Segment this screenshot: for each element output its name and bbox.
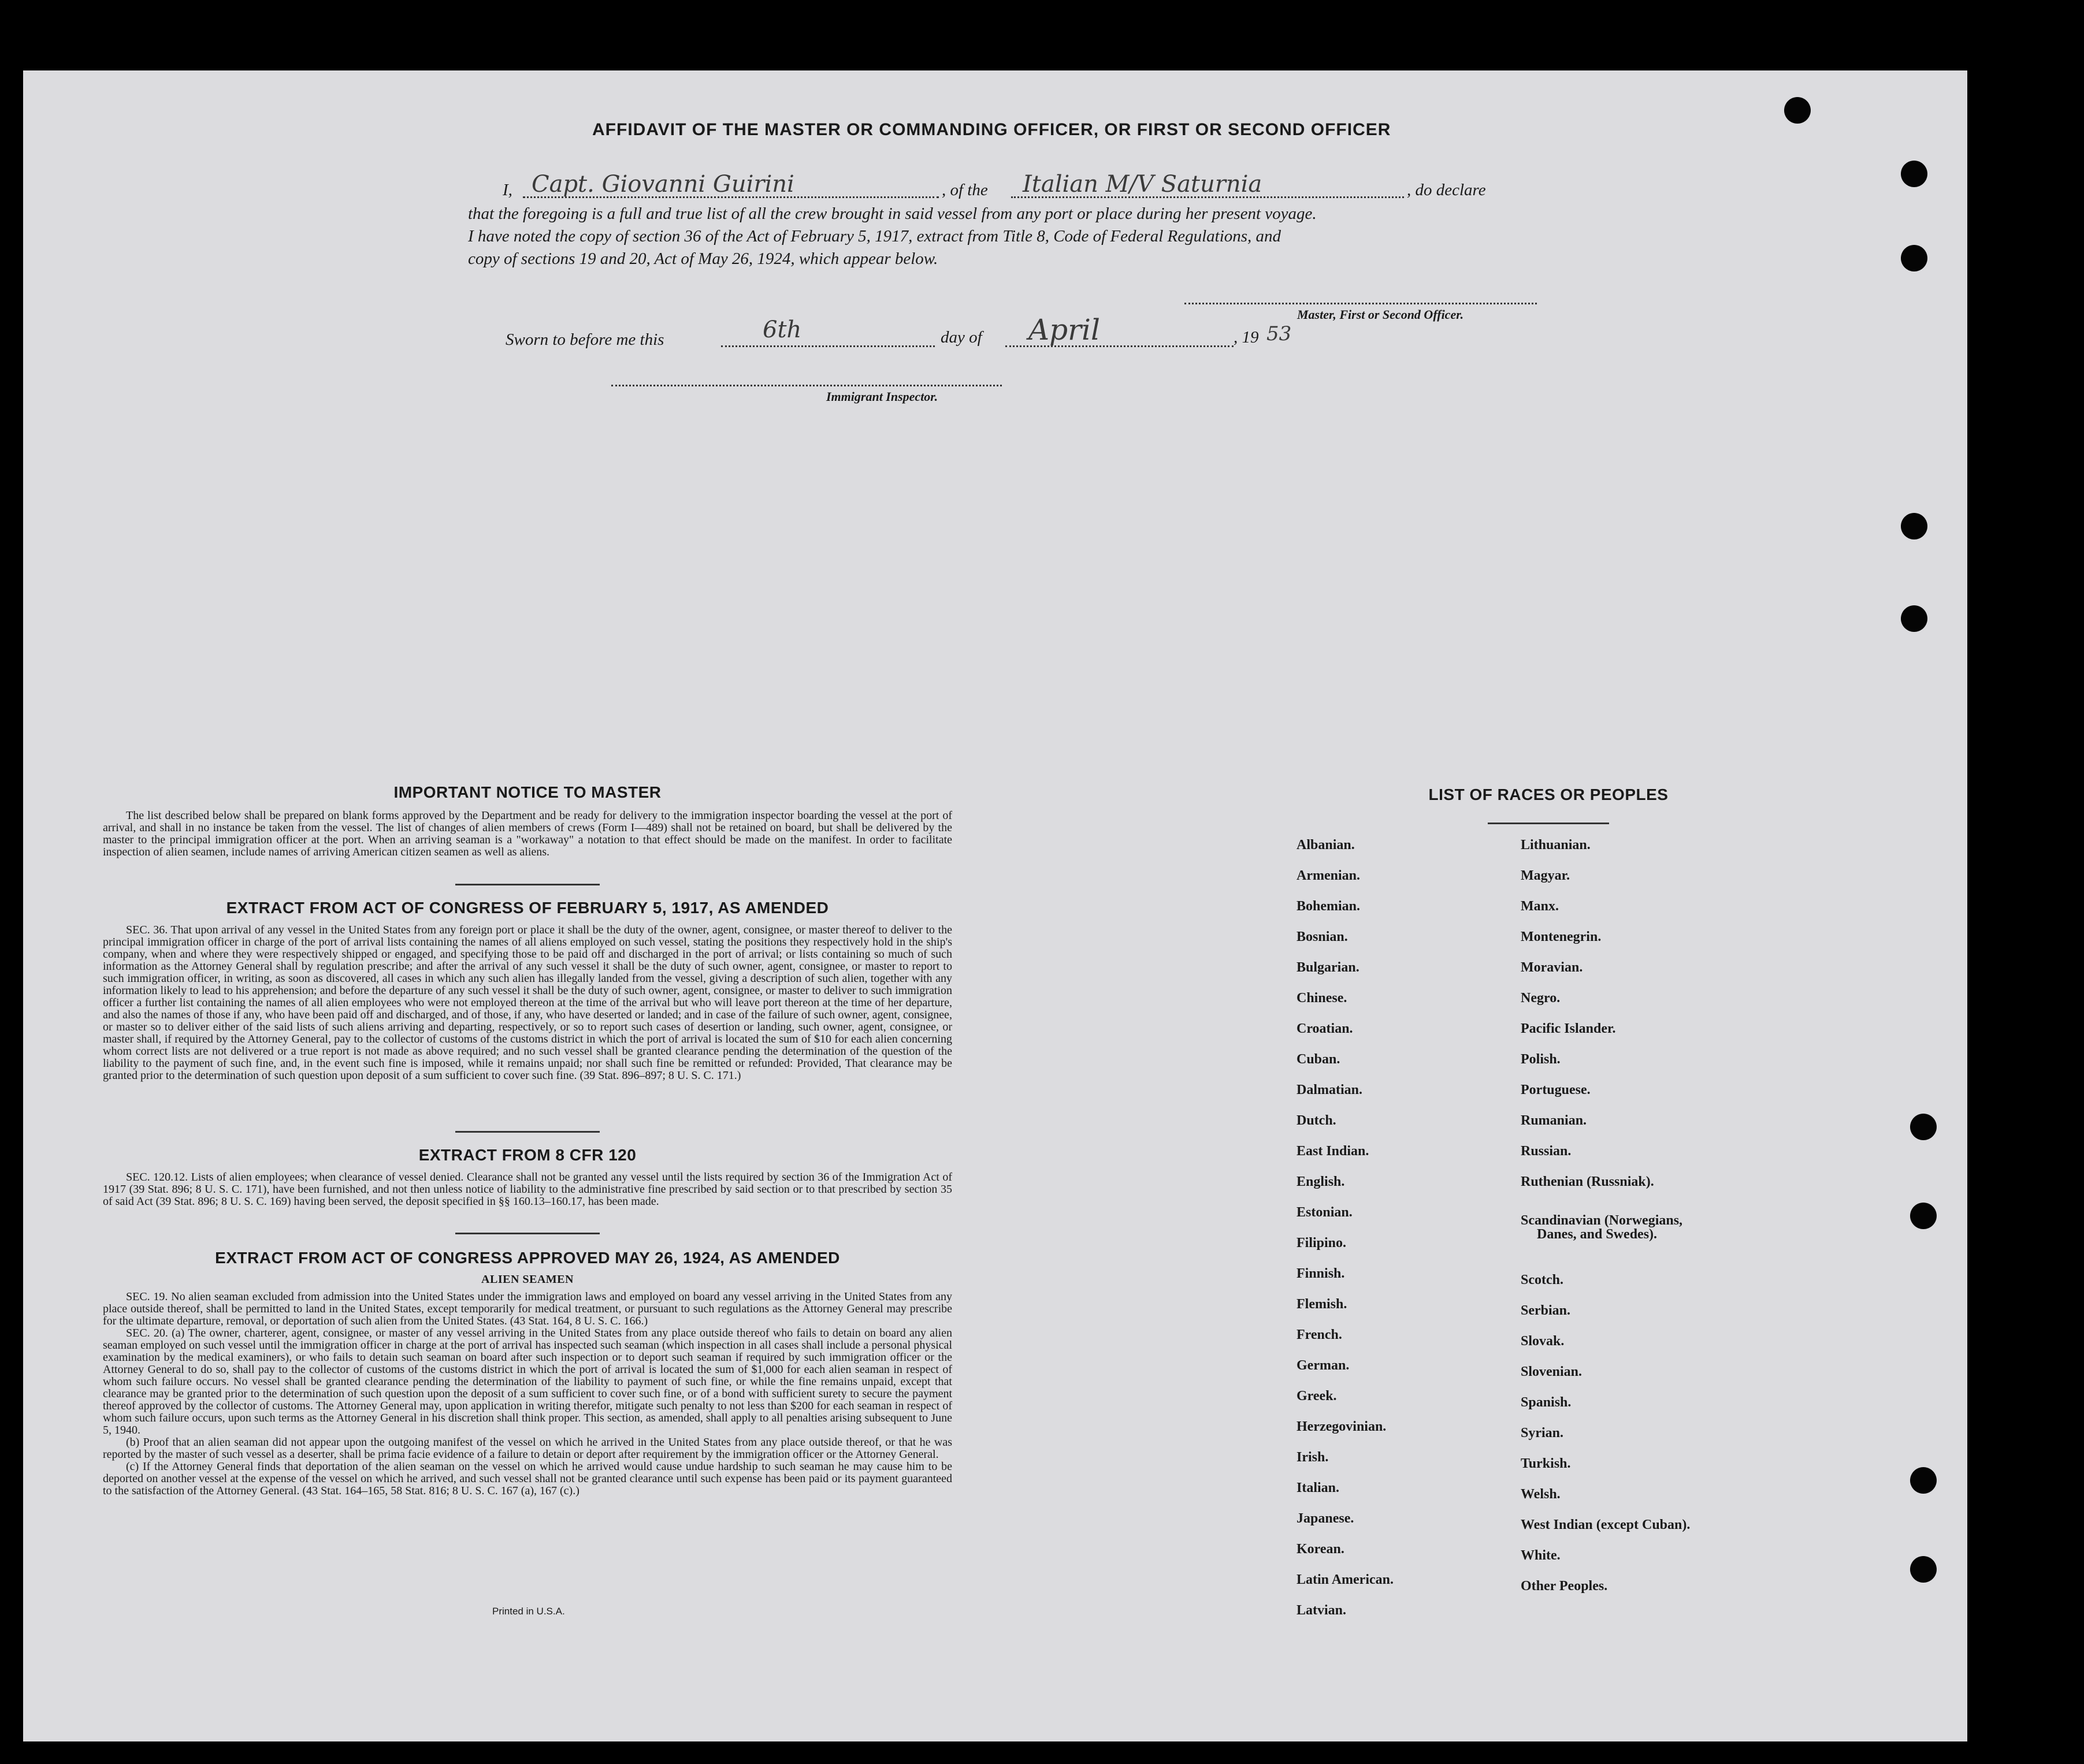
race-item: Armenian. [1297,868,1360,883]
race-item: Syrian. [1521,1426,1564,1441]
race-item: East Indian. [1297,1144,1369,1159]
divider [1488,823,1609,824]
printed-in-usa: Printed in U.S.A. [492,1606,565,1617]
race-item: Scotch. [1521,1272,1563,1287]
race-item: Latin American. [1297,1572,1394,1587]
sworn-label: Sworn to before me this [506,330,664,349]
race-item: West Indian (except Cuban). [1521,1517,1691,1532]
of-the-label: , of the [942,181,988,199]
declare-label: , do declare [1407,181,1486,199]
race-item: Slovak. [1521,1334,1565,1349]
race-item: Filipino. [1297,1235,1347,1251]
affidavit-line-4: copy of sections 19 and 20, Act of May 26, 1924, which appear below. [468,250,938,268]
sworn-day-handwritten: 6th [763,317,802,343]
extract-1917-text: SEC. 36. That upon arrival of any vessel in the United States from any foreign port or place it shall be the duty of the owner, agent, consignee, or master thereof to deliver to the principal immigration officer in charge of the port of arrival lists containing the names of all aliens employed on such vessel, stating the positions they respectively hold in the ship's company, when and where they were respectively shipped or engaged, and specifying those to be paid off and discharged in the port of arrival; or lists containing so much of such information as the Attorney General shall by regulation prescribe; and after the arrival of any such vessel it shall be the duty of such owner, agent, consignee, or master to report to such immigration officer, in writing, as soon as discovered, all cases in which any such alien has illegally landed from the vessel, giving a description of such alien, together with any information likely to lead to his apprehension; and before the departure of any such vessel it shall be the duty of such owner, agent, consignee, or master to deliver to such immigration officer a further list containing the names of all alien employees who were not employed thereon at the time of the arrival but who will leave port thereon at the time of her departure, and also the names of those if any, who have been paid off and discharged, and of those, if any, who have deserted or landed; and in case of the failure of such owner, agent, consignee, or master so to deliver either of the said lists of such aliens arriving and departing, respectively, or so to report such cases of desertion or landing, such owner, agent, consignee, or master shall, if required by the Attorney General, pay to the collector of customs of the customs district in which the port of arrival is located the sum of $10 for each alien concerning whom correct lists are not delivered or a true report is not made as above required; and no such vessel shall be granted clearance pending the determination of the question of the liability to the payment of such fine, and, in the event such fine is imposed, while it remains unpaid; nor shall such fine be remitted or refunded: Provided, That clearance may be granted prior to the determination of such question upon deposit of a sum sufficient to cover such fine. (39 Stat. 896–897; 8 U. S. C. 171.) [103,924,952,1082]
race-item: Japanese. [1297,1511,1354,1526]
sec20a-text: SEC. 20. (a) The owner, charterer, agent, consignee, or master of any vessel arriving in the United States from any place outside thereof who fails to detain on board any alien seaman employed on such vessel until the immigration officer in charge at the port of arrival has inspected such seaman (which inspection in all cases shall include a personal physical examination by the medical examiners), or who fails to detain such seaman on board after such inspection or to deport such seaman if required by such immigration officer or the Attorney General to do so, shall pay to the collector of customs of the customs district in which the port of arrival is located the sum of $1,000 for each alien seaman in respect of whom such failure occurs. No vessel shall be granted clearance pending the determination of the liability to payment of such fine, or while the fine remains unpaid, except that clearance may be granted prior to the determination of such question upon the deposit of a sum sufficient to cover such fine, or of a bond with sufficient surety to secure the payment thereof approved by the collector of customs. The Attorney General may, upon application in writing therefor, mitigate such penalty to not less than $200 for each seaman in respect of whom such failure occurs, upon such terms as the Attorney General in his discretion shall think proper. This section, as amended, shall apply to all penalties arising subsequent to June 5, 1940. [103,1327,952,1436]
races-title: LIST OF RACES OR PEOPLES [1428,786,1669,803]
race-item: Serbian. [1521,1303,1571,1318]
master-name-handwritten: Capt. Giovanni Guirini [532,171,794,198]
race-item: Estonian. [1297,1205,1353,1220]
race-item: Korean. [1297,1542,1344,1557]
race-item: Italian. [1297,1480,1340,1495]
race-item: Herzegovinian. [1297,1419,1387,1434]
sec19-text: SEC. 19. No alien seaman excluded from admission into the United States under the immigration laws and employed on board any vessel arriving in the United States from any place outside thereof, shall be permitted to land in the United States, except temporarily for medical treatment, or pursuant to such regulations as the Attorney General may prescribe for the ultimate departure, removal, or deportation of such alien from the United States. (43 Stat. 164, 8 U. S. C. 166.) [103,1290,952,1327]
affidavit-line-3: I have noted the copy of section 36 of the Act of February 5, 1917, extract from Title 8, Code of Federal Regulations, and [468,227,1281,245]
race-item: Croatian. [1297,1021,1353,1036]
master-signature-line [1184,303,1537,304]
binder-hole [1910,1556,1937,1583]
race-item: Lithuanian. [1521,838,1591,853]
divider [455,1131,600,1133]
race-item: German. [1297,1358,1350,1373]
binder-hole [1910,1114,1937,1140]
race-item: Polish. [1521,1052,1561,1067]
binder-hole [1910,1467,1937,1494]
race-item: Bohemian. [1297,899,1361,914]
master-caption: Master, First or Second Officer. [1297,307,1464,322]
extract-1924-title: EXTRACT FROM ACT OF CONGRESS APPROVED MAY 26, 1924, AS AMENDED [215,1249,840,1267]
race-item: Danes, and Swedes). [1537,1227,1658,1242]
race-item: Cuban. [1297,1052,1340,1067]
notice-text: The list described below shall be prepared on blank forms approved by the Department and be ready for delivery to the immigration inspector boarding the vessel at the port of arrival, and shall in no instance be taken from the vessel. The list of changes of alien members of crews (Form I—489) shall not be retained on board, but shall be delivered by the master to the principal immigration officer at the port. When an arriving seaman is a "workaway" a notation to that effect should be made on the manifest. In order to facilitate inspection of alien seamen, include names of arriving American citizen seamen as well as aliens. [103,809,952,858]
race-item: Dalmatian. [1297,1082,1362,1097]
race-item: Negro. [1521,991,1561,1006]
sworn-month-handwritten: April [1028,313,1100,347]
race-item: Ruthenian (Russniak). [1521,1174,1654,1189]
race-item: Manx. [1521,899,1559,914]
race-item: Montenegrin. [1521,929,1602,944]
sec20c-text: (c) If the Attorney General finds that deportation of the alien seaman on the vessel on which he arrived would cause undue hardship to such seaman he may cause him to be deported on another vessel at the expense of the vessel on which he arrived, and such vessel shall not be granted clearance until such expense has been paid or its payment guaranteed to the satisfaction of the Attorney General. (43 Stat. 164–165, 58 Stat. 816; 8 U. S. C. 167 (a), 167 (c).) [103,1460,952,1497]
inspector-signature-line [611,385,1002,386]
race-item: Other Peoples. [1521,1579,1608,1594]
affidavit-title: AFFIDAVIT OF THE MASTER OR COMMANDING OFFICER, OR FIRST OR SECOND OFFICER [592,120,1391,139]
race-item: Bulgarian. [1297,960,1359,975]
race-item: Turkish. [1521,1456,1571,1471]
race-item: English. [1297,1174,1345,1189]
notice-section [103,783,952,858]
race-item: Greek. [1297,1389,1337,1404]
divider [455,1233,600,1234]
race-item: White. [1521,1548,1561,1563]
race-item: Moravian. [1521,960,1583,975]
vessel-name-handwritten: Italian M/V Saturnia [1023,171,1262,198]
race-item: Chinese. [1297,991,1347,1006]
binder-hole [1901,161,1927,187]
race-item: Magyar. [1521,868,1570,883]
binder-hole [1784,97,1811,124]
race-item: Pacific Islander. [1521,1021,1616,1036]
race-item: Albanian. [1297,838,1355,853]
race-item: Latvian. [1297,1603,1347,1618]
year-handwritten: 53 [1266,322,1292,345]
day-of-label: day of [941,328,982,347]
extract-1917-title: EXTRACT FROM ACT OF CONGRESS OF FEBRUARY 5, 1917, AS AMENDED [226,899,829,917]
binder-hole [1901,245,1927,271]
affidavit-line-2: that the foregoing is a full and true list of all the crew brought in said vessel from any port or place during her present voyage. [468,204,1317,223]
extract-cfr-title: EXTRACT FROM 8 CFR 120 [418,1146,637,1164]
race-item: Scandinavian (Norwegians, [1521,1213,1683,1228]
inspector-caption: Immigrant Inspector. [826,389,938,404]
race-item: Finnish. [1297,1266,1345,1281]
extract-1917-section [103,899,952,1082]
year-prefix: , 19 [1234,328,1259,347]
extract-cfr-section [103,1146,952,1208]
race-item: French. [1297,1327,1342,1342]
race-item: Slovenian. [1521,1364,1582,1379]
binder-hole [1910,1203,1937,1229]
race-item: Russian. [1521,1144,1572,1159]
race-item: Welsh. [1521,1487,1561,1502]
notice-title: IMPORTANT NOTICE TO MASTER [393,783,662,801]
i-label: I, [503,181,512,199]
extract-cfr-text: SEC. 120.12. Lists of alien employees; when clearance of vessel denied. Clearance shall not be granted any vessel until the lists required by section 36 of the Immigration Act of 1917 (39 Stat. 896; 8 U. S. C. 171), have been furnished, and not then unless notice of liability to the administrative fine prescribed by said section or to that prescribed by section 35 of said Act (39 Stat. 896; 8 U. S. C. 169) having been served, the deposit specified in §§ 160.13–160.17, has been made. [103,1171,952,1208]
extract-1924-section [103,1249,952,1497]
race-item: Spanish. [1521,1395,1572,1410]
binder-hole [1901,605,1927,632]
sworn-day-line [721,345,935,347]
race-item: Bosnian. [1297,929,1348,944]
alien-seamen-subtitle: ALIEN SEAMEN [481,1273,574,1286]
race-item: Irish. [1297,1450,1329,1465]
divider [455,884,600,885]
race-item: Flemish. [1297,1297,1347,1312]
race-item: Portuguese. [1521,1082,1591,1097]
binder-hole [1901,513,1927,539]
sec20b-text: (b) Proof that an alien seaman did not appear upon the outgoing manifest of the vessel on which he arrived in the United States from any place outside thereof, or that he was reported by the master of such vessel as a deserter, shall be prima facie evidence of a failure to detain or deport after requirement by the immigration officer or the Attorney General. [103,1436,952,1461]
race-item: Dutch. [1297,1113,1336,1128]
race-item: Rumanian. [1521,1113,1587,1128]
